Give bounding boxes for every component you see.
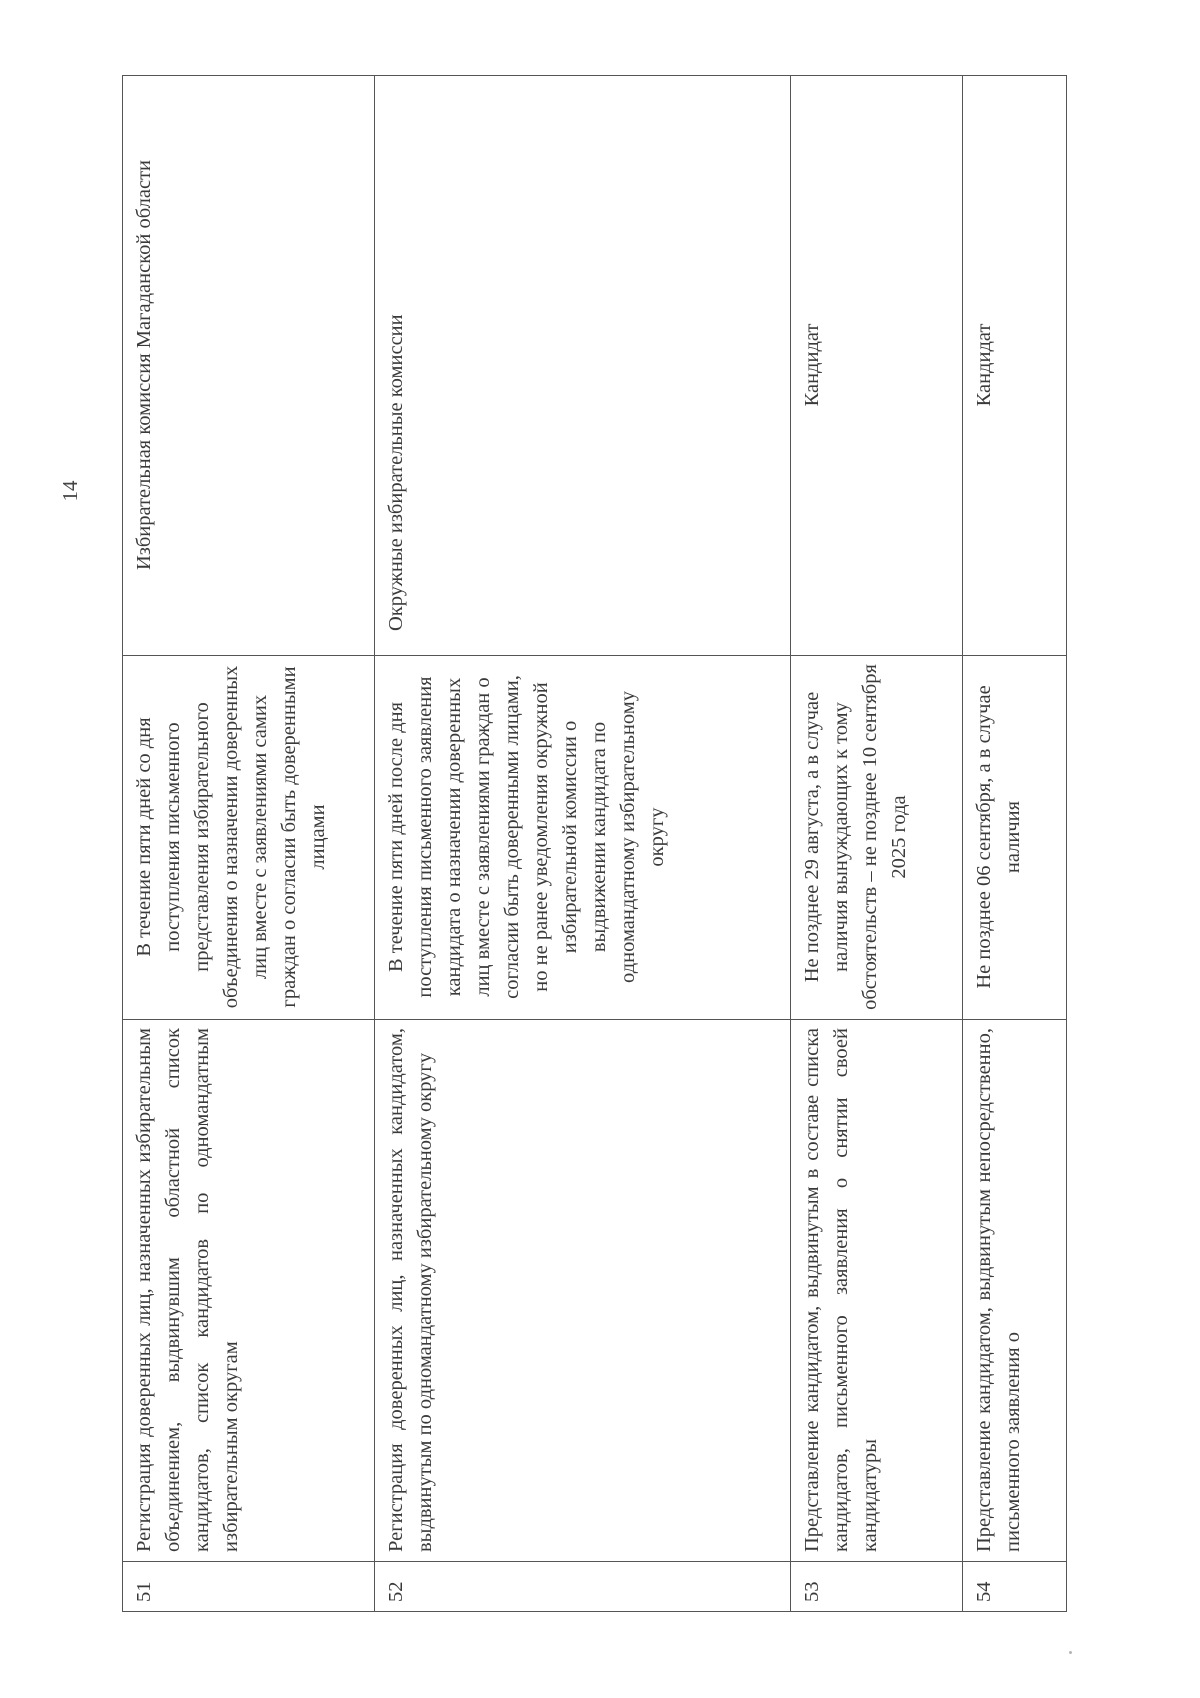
event-cell: Представление кандидатом, выдвинутым непосредственно, письменного заявления о — [963, 1020, 1067, 1562]
document-table-rotated — [122, 76, 1072, 1612]
event-cell: Регистрация доверенных лиц, назначенных избирательным объединением, выдвинувшим областной список кандидатов, список кандидатов по одномандатным избирательным округам — [123, 1020, 375, 1562]
deadline-cell: Не позднее 29 августа, а в случае наличия вынуждающих к тому обстоятельств – не позднее 10 сентября 2025 года — [791, 656, 963, 1020]
executor-cell: Окружные избирательные комиссии — [375, 76, 791, 656]
row-number: 53 — [791, 1562, 963, 1612]
row-number: 54 — [963, 1562, 1067, 1612]
deadline-cell: В течение пяти дней со дня поступления письменного представления избирательного объединения о назначении доверенных лиц вместе с заявлениями самих граждан о согласии быть доверенными лицами — [123, 656, 375, 1020]
event-cell: Регистрация доверенных лиц, назначенных кандидатом, выдвинутым по одномандатному избирательному округу — [375, 1020, 791, 1562]
executor-cell: Избирательная комиссия Магаданской области — [123, 76, 375, 656]
row-number: 52 — [375, 1562, 791, 1612]
scan-speck — [1069, 1651, 1072, 1654]
row-number: 51 — [123, 1562, 375, 1612]
election-calendar-table — [122, 75, 1067, 1612]
page-number: 14 — [58, 480, 82, 502]
table-row — [963, 76, 1067, 1612]
executor-cell: Кандидат — [791, 76, 963, 656]
table-row — [123, 76, 375, 1612]
deadline-cell: В течение пяти дней после дня поступления письменного заявления кандидата о назначении доверенных лиц вместе с заявлениями граждан о согласии быть доверенными лицами, но не ранее уведомления окружной избирательной комиссии о выдвижении кандидата по одномандатному избирательному округу — [375, 656, 791, 1020]
table-row — [375, 76, 791, 1612]
executor-cell: Кандидат — [963, 76, 1067, 656]
deadline-cell: Не позднее 06 сентября, а в случае наличия — [963, 656, 1067, 1020]
event-cell: Представление кандидатом, выдвинутым в составе списка кандидатов, письменного заявления о снятии своей кандидатуры — [791, 1020, 963, 1562]
table-row — [791, 76, 963, 1612]
